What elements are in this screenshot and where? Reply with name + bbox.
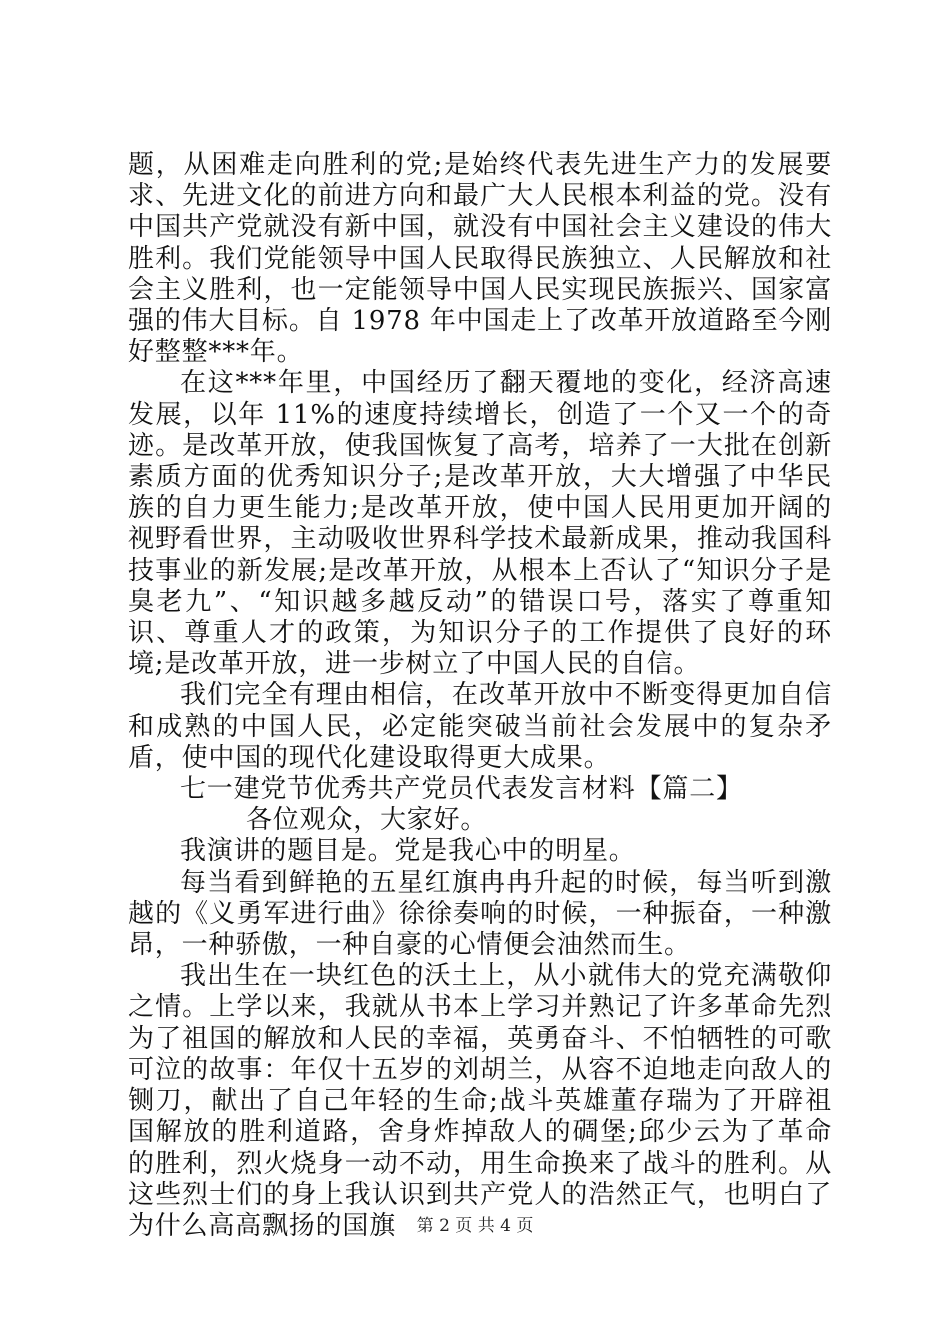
paragraph-2: 在这***年里，中国经历了翻天覆地的变化，经济高速发展，以年 11%的速度持续增长，创造了一个又一个的奇迹。是改革开放，使我国恢复了高考，培养了一大批在创新素质方面的优秀知识分子;是改革开放，大大增强了中华民族的自力更生能力;是改革开放，使中国人民用更加开阔的视野看世界，主动吸收世界科学技术最新成果，推动我国科技事业的新发展;是改革开放，从根本上否认了“知识分子是臭老九”、“知识越多越反动”的错误口号，落实了尊重知识、尊重人才的政策，为知识分子的工作提供了良好的环境;是改革开放，进一步树立了中国人民的自信。	[128, 368, 832, 680]
paragraph-1: 题，从困难走向胜利的党;是始终代表先进生产力的发展要求、先进文化的前进方向和最广大人民根本利益的党。没有中国共产党就没有新中国，就没有中国社会主义建设的伟大胜利。我们党能领导中国人民取得民族独立、人民解放和社会主义胜利，也一定能领导中国人民实现民族振兴、国家富强的伟大目标。自 1978 年中国走上了改革开放道路至今刚好整整***年。	[128, 150, 832, 368]
section-heading: 七一建党节优秀共产党员代表发言材料【篇二】	[180, 774, 743, 805]
paragraph-4: 每当看到鲜艳的五星红旗冉冉升起的时候，每当听到激越的《义勇军进行曲》徐徐奏响的时候，一种振奋，一种激昂，一种骄傲，一种自豪的心情便会油然而生。	[128, 867, 832, 961]
page-footer: 第 2 页 共 4 页	[416, 1216, 534, 1236]
paragraph-3: 我们完全有理由相信，在改革开放中不断变得更加自信和成熟的中国人民，必定能突破当前社会发展中的复杂矛盾，使中国的现代化建设取得更大成果。	[128, 680, 832, 773]
greeting-line: 各位观众，大家好。	[246, 805, 488, 836]
paragraph-5: 我出生在一块红色的沃土上，从小就伟大的党充满敬仰之情。上学以来，我就从书本上学习并熟记了许多革命先烈为了祖国的解放和人民的幸福，英勇奋斗、不怕牺牲的可歌可泣的故事：年仅十五岁的刘胡兰，从容不迫地走向敌人的铡刀，献出了自己年轻的生命;战斗英雄董存瑞为了开辟祖国解放的胜利道路，舍身炸掉敌人的碉堡;邱少云为了革命的胜利，烈火烧身一动不动，用生命换来了战斗的胜利。从这些烈士们的身上我认识到共产党人的浩然正气，也明白了为什么高高飘扬的国旗	[128, 961, 832, 1241]
paragraph-topic: 我演讲的题目是。党是我心中的明星。	[180, 836, 636, 867]
document-body	[128, 150, 832, 1242]
